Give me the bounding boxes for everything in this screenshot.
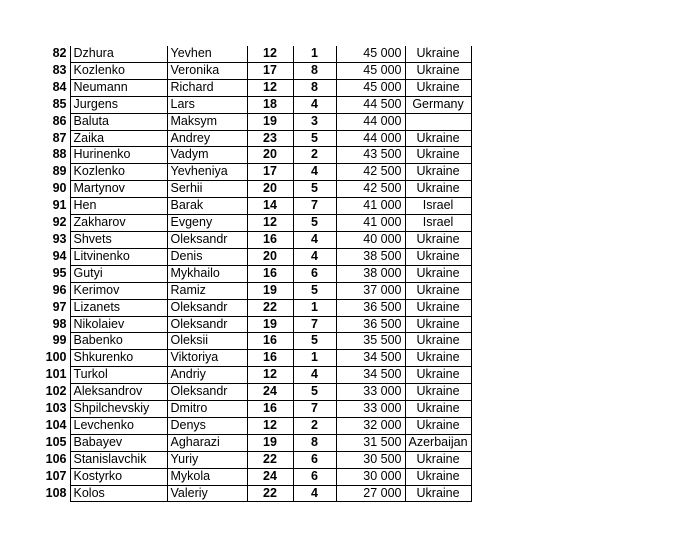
table-row (38, 468, 471, 485)
last-name-cell: Zaika (70, 130, 167, 147)
country-cell: Ukraine (405, 46, 471, 62)
first-name-cell: Oleksandr (167, 316, 247, 333)
table-row (38, 333, 471, 350)
table-row (38, 181, 471, 198)
last-name-cell: Dzhura (70, 46, 167, 62)
rank-cell: 93 (38, 231, 70, 248)
amount-cell: 36 500 (336, 316, 405, 333)
rank-cell: 86 (38, 113, 70, 130)
rank-cell: 91 (38, 198, 70, 215)
value-a-cell: 16 (247, 265, 293, 282)
amount-cell: 44 000 (336, 113, 405, 130)
results-table-body (38, 46, 471, 502)
country-cell: Ukraine (405, 181, 471, 198)
value-b-cell: 4 (293, 485, 336, 502)
rank-cell: 97 (38, 299, 70, 316)
value-a-cell: 20 (247, 181, 293, 198)
rank-cell: 95 (38, 265, 70, 282)
amount-cell: 45 000 (336, 79, 405, 96)
first-name-cell: Denis (167, 248, 247, 265)
rank-cell: 85 (38, 96, 70, 113)
amount-cell: 36 500 (336, 299, 405, 316)
value-b-cell: 7 (293, 316, 336, 333)
value-b-cell: 8 (293, 79, 336, 96)
amount-cell: 43 500 (336, 147, 405, 164)
rank-cell: 105 (38, 434, 70, 451)
first-name-cell: Denys (167, 417, 247, 434)
first-name-cell: Vadym (167, 147, 247, 164)
first-name-cell: Valeriy (167, 485, 247, 502)
country-cell: Ukraine (405, 282, 471, 299)
country-cell: Germany (405, 96, 471, 113)
value-a-cell: 20 (247, 248, 293, 265)
rank-cell: 99 (38, 333, 70, 350)
rank-cell: 103 (38, 401, 70, 418)
country-cell: Ukraine (405, 79, 471, 96)
rank-cell: 89 (38, 164, 70, 181)
amount-cell: 31 500 (336, 434, 405, 451)
table-row (38, 265, 471, 282)
first-name-cell: Andrey (167, 130, 247, 147)
country-cell: Ukraine (405, 468, 471, 485)
first-name-cell: Evgeny (167, 215, 247, 232)
value-b-cell: 4 (293, 231, 336, 248)
first-name-cell: Serhii (167, 181, 247, 198)
amount-cell: 45 000 (336, 62, 405, 79)
first-name-cell: Viktoriya (167, 350, 247, 367)
rank-cell: 104 (38, 417, 70, 434)
amount-cell: 38 500 (336, 248, 405, 265)
rank-cell: 106 (38, 451, 70, 468)
first-name-cell: Agharazi (167, 434, 247, 451)
first-name-cell: Mykola (167, 468, 247, 485)
last-name-cell: Aleksandrov (70, 384, 167, 401)
table-row (38, 350, 471, 367)
last-name-cell: Stanislavchik (70, 451, 167, 468)
first-name-cell: Dmitro (167, 401, 247, 418)
value-a-cell: 12 (247, 79, 293, 96)
value-b-cell: 7 (293, 198, 336, 215)
last-name-cell: Jurgens (70, 96, 167, 113)
amount-cell: 34 500 (336, 367, 405, 384)
value-b-cell: 1 (293, 350, 336, 367)
first-name-cell: Richard (167, 79, 247, 96)
amount-cell: 44 500 (336, 96, 405, 113)
country-cell: Israel (405, 215, 471, 232)
rank-cell: 108 (38, 485, 70, 502)
value-a-cell: 24 (247, 468, 293, 485)
rank-cell: 94 (38, 248, 70, 265)
rank-cell: 82 (38, 46, 70, 62)
value-a-cell: 16 (247, 231, 293, 248)
value-b-cell: 5 (293, 181, 336, 198)
table-row (38, 299, 471, 316)
country-cell: Ukraine (405, 316, 471, 333)
rank-cell: 96 (38, 282, 70, 299)
country-cell: Ukraine (405, 62, 471, 79)
country-cell: Ukraine (405, 367, 471, 384)
amount-cell: 33 000 (336, 384, 405, 401)
first-name-cell: Oleksandr (167, 384, 247, 401)
last-name-cell: Shkurenko (70, 350, 167, 367)
value-a-cell: 12 (247, 215, 293, 232)
last-name-cell: Gutyi (70, 265, 167, 282)
country-cell: Ukraine (405, 147, 471, 164)
value-a-cell: 22 (247, 451, 293, 468)
country-cell: Ukraine (405, 164, 471, 181)
table-row (38, 485, 471, 502)
value-b-cell: 3 (293, 113, 336, 130)
value-b-cell: 2 (293, 417, 336, 434)
first-name-cell: Mykhailo (167, 265, 247, 282)
value-a-cell: 18 (247, 96, 293, 113)
rank-cell: 83 (38, 62, 70, 79)
first-name-cell: Veronika (167, 62, 247, 79)
value-b-cell: 8 (293, 62, 336, 79)
table-row (38, 451, 471, 468)
first-name-cell: Ramiz (167, 282, 247, 299)
value-a-cell: 19 (247, 316, 293, 333)
table-row (38, 367, 471, 384)
value-b-cell: 4 (293, 96, 336, 113)
table-row (38, 248, 471, 265)
table-row (38, 316, 471, 333)
value-a-cell: 19 (247, 282, 293, 299)
table-row (38, 401, 471, 418)
amount-cell: 30 500 (336, 451, 405, 468)
country-cell: Ukraine (405, 248, 471, 265)
last-name-cell: Babenko (70, 333, 167, 350)
rank-cell: 92 (38, 215, 70, 232)
value-b-cell: 4 (293, 367, 336, 384)
value-b-cell: 6 (293, 468, 336, 485)
table-row (38, 282, 471, 299)
country-cell: Ukraine (405, 333, 471, 350)
last-name-cell: Hurinenko (70, 147, 167, 164)
table-row (38, 147, 471, 164)
value-a-cell: 12 (247, 46, 293, 62)
last-name-cell: Kolos (70, 485, 167, 502)
value-b-cell: 7 (293, 401, 336, 418)
table-row (38, 79, 471, 96)
value-b-cell: 2 (293, 147, 336, 164)
last-name-cell: Shvets (70, 231, 167, 248)
last-name-cell: Zakharov (70, 215, 167, 232)
first-name-cell: Yevhen (167, 46, 247, 62)
first-name-cell: Yuriy (167, 451, 247, 468)
country-cell: Israel (405, 198, 471, 215)
amount-cell: 42 500 (336, 181, 405, 198)
table-row (38, 215, 471, 232)
value-b-cell: 5 (293, 130, 336, 147)
table-row (38, 164, 471, 181)
table-row (38, 231, 471, 248)
last-name-cell: Kerimov (70, 282, 167, 299)
value-b-cell: 6 (293, 451, 336, 468)
value-b-cell: 6 (293, 265, 336, 282)
country-cell: Azerbaijan (405, 434, 471, 451)
country-cell: Ukraine (405, 401, 471, 418)
value-a-cell: 19 (247, 113, 293, 130)
value-a-cell: 16 (247, 333, 293, 350)
value-a-cell: 17 (247, 62, 293, 79)
last-name-cell: Kozlenko (70, 62, 167, 79)
table-row (38, 96, 471, 113)
amount-cell: 32 000 (336, 417, 405, 434)
last-name-cell: Neumann (70, 79, 167, 96)
first-name-cell: Lars (167, 96, 247, 113)
rank-cell: 100 (38, 350, 70, 367)
country-cell (405, 113, 471, 130)
first-name-cell: Yevheniya (167, 164, 247, 181)
value-a-cell: 16 (247, 401, 293, 418)
amount-cell: 37 000 (336, 282, 405, 299)
value-b-cell: 4 (293, 248, 336, 265)
value-a-cell: 12 (247, 417, 293, 434)
rank-cell: 88 (38, 147, 70, 164)
rank-cell: 90 (38, 181, 70, 198)
value-b-cell: 5 (293, 384, 336, 401)
rank-cell: 87 (38, 130, 70, 147)
first-name-cell: Maksym (167, 113, 247, 130)
last-name-cell: Levchenko (70, 417, 167, 434)
rank-cell: 101 (38, 367, 70, 384)
first-name-cell: Barak (167, 198, 247, 215)
amount-cell: 35 500 (336, 333, 405, 350)
value-a-cell: 22 (247, 299, 293, 316)
value-a-cell: 23 (247, 130, 293, 147)
value-a-cell: 20 (247, 147, 293, 164)
amount-cell: 44 000 (336, 130, 405, 147)
last-name-cell: Baluta (70, 113, 167, 130)
value-b-cell: 5 (293, 333, 336, 350)
amount-cell: 41 000 (336, 198, 405, 215)
value-a-cell: 16 (247, 350, 293, 367)
country-cell: Ukraine (405, 384, 471, 401)
value-b-cell: 5 (293, 282, 336, 299)
value-b-cell: 5 (293, 215, 336, 232)
value-a-cell: 22 (247, 485, 293, 502)
country-cell: Ukraine (405, 231, 471, 248)
table-row (38, 62, 471, 79)
table-row (38, 434, 471, 451)
country-cell: Ukraine (405, 265, 471, 282)
first-name-cell: Oleksandr (167, 231, 247, 248)
rank-cell: 98 (38, 316, 70, 333)
rank-cell: 102 (38, 384, 70, 401)
amount-cell: 45 000 (336, 46, 405, 62)
amount-cell: 27 000 (336, 485, 405, 502)
amount-cell: 33 000 (336, 401, 405, 418)
first-name-cell: Oleksii (167, 333, 247, 350)
value-a-cell: 12 (247, 367, 293, 384)
amount-cell: 41 000 (336, 215, 405, 232)
rank-cell: 107 (38, 468, 70, 485)
country-cell: Ukraine (405, 417, 471, 434)
last-name-cell: Lizanets (70, 299, 167, 316)
amount-cell: 42 500 (336, 164, 405, 181)
last-name-cell: Kostyrko (70, 468, 167, 485)
table-row (38, 198, 471, 215)
country-cell: Ukraine (405, 299, 471, 316)
country-cell: Ukraine (405, 451, 471, 468)
table-row (38, 384, 471, 401)
value-a-cell: 19 (247, 434, 293, 451)
last-name-cell: Litvinenko (70, 248, 167, 265)
first-name-cell: Oleksandr (167, 299, 247, 316)
value-a-cell: 24 (247, 384, 293, 401)
value-b-cell: 1 (293, 46, 336, 62)
table-row (38, 46, 471, 62)
last-name-cell: Kozlenko (70, 164, 167, 181)
last-name-cell: Hen (70, 198, 167, 215)
table-row (38, 113, 471, 130)
last-name-cell: Babayev (70, 434, 167, 451)
amount-cell: 30 000 (336, 468, 405, 485)
table-row (38, 417, 471, 434)
last-name-cell: Shpilchevskiy (70, 401, 167, 418)
country-cell: Ukraine (405, 485, 471, 502)
amount-cell: 34 500 (336, 350, 405, 367)
value-a-cell: 14 (247, 198, 293, 215)
amount-cell: 38 000 (336, 265, 405, 282)
value-b-cell: 1 (293, 299, 336, 316)
first-name-cell: Andriy (167, 367, 247, 384)
amount-cell: 40 000 (336, 231, 405, 248)
value-b-cell: 8 (293, 434, 336, 451)
table-row (38, 130, 471, 147)
country-cell: Ukraine (405, 350, 471, 367)
last-name-cell: Turkol (70, 367, 167, 384)
rank-cell: 84 (38, 79, 70, 96)
results-table (38, 46, 472, 502)
value-a-cell: 17 (247, 164, 293, 181)
last-name-cell: Nikolaiev (70, 316, 167, 333)
value-b-cell: 4 (293, 164, 336, 181)
last-name-cell: Martynov (70, 181, 167, 198)
country-cell: Ukraine (405, 130, 471, 147)
